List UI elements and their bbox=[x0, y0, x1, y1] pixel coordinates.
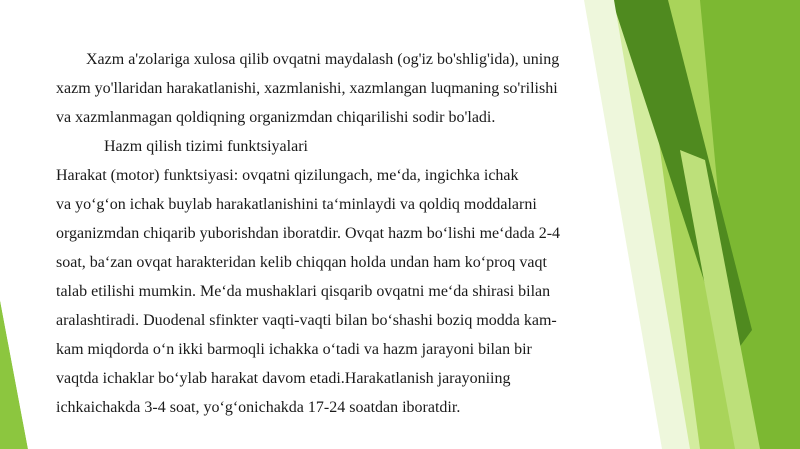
text-line: Xazm a'zolariga xulosa qilib ovqatni maydalash (og'iz bo'shlig'ida), uning bbox=[86, 51, 560, 68]
text-line: aralashtiradi. Duodenal sfinkter vaqti-vaqti bilan bo‘shashi boziq modda kam- bbox=[56, 312, 557, 329]
text-line: talab etilishi mumkin. Me‘da mushaklari qisqarib ovqatni me‘da shirasi bilan bbox=[56, 283, 551, 300]
text-line: va xazmlanmagan qoldiqning organizmdan chiqarilishi sodir bo'ladi. bbox=[56, 109, 496, 126]
text-line: xazm yo'llaridan harakatlanishi, xazmlanishi, xazmlangan luqmaning so'rilishi bbox=[56, 80, 558, 97]
text-line: ichkaichakda 3-4 soat, yo‘g‘onichakda 17-24 soatdan iboratdir. bbox=[56, 399, 461, 416]
text-line: Harakat (motor) funktsiyasi: ovqatni qizilungach, me‘da, ingichka ichak bbox=[56, 167, 519, 184]
text-line: va yo‘g‘on ichak buylab harakatlanishini ta‘minlaydi va qoldiq moddalarni bbox=[56, 196, 537, 213]
section-heading: Hazm qilish tizimi funktsiyalari bbox=[104, 138, 308, 155]
text-line: soat, ba‘zan ovqat harakteridan kelib chiqqan holda undan ham ko‘proq vaqt bbox=[56, 254, 547, 271]
text-line: vaqtda ichaklar bo‘ylab harakat davom etadi.Harakatlanish jarayoniing bbox=[56, 370, 511, 387]
text-line: organizmdan chiqarib yuborishdan iboratdir. Ovqat hazm bo‘lishi me‘dada 2-4 bbox=[56, 225, 561, 242]
text-line: kam miqdorda o‘n ikki barmoqli ichakka o‘tadi va hazm jarayoni bilan bir bbox=[56, 341, 532, 358]
